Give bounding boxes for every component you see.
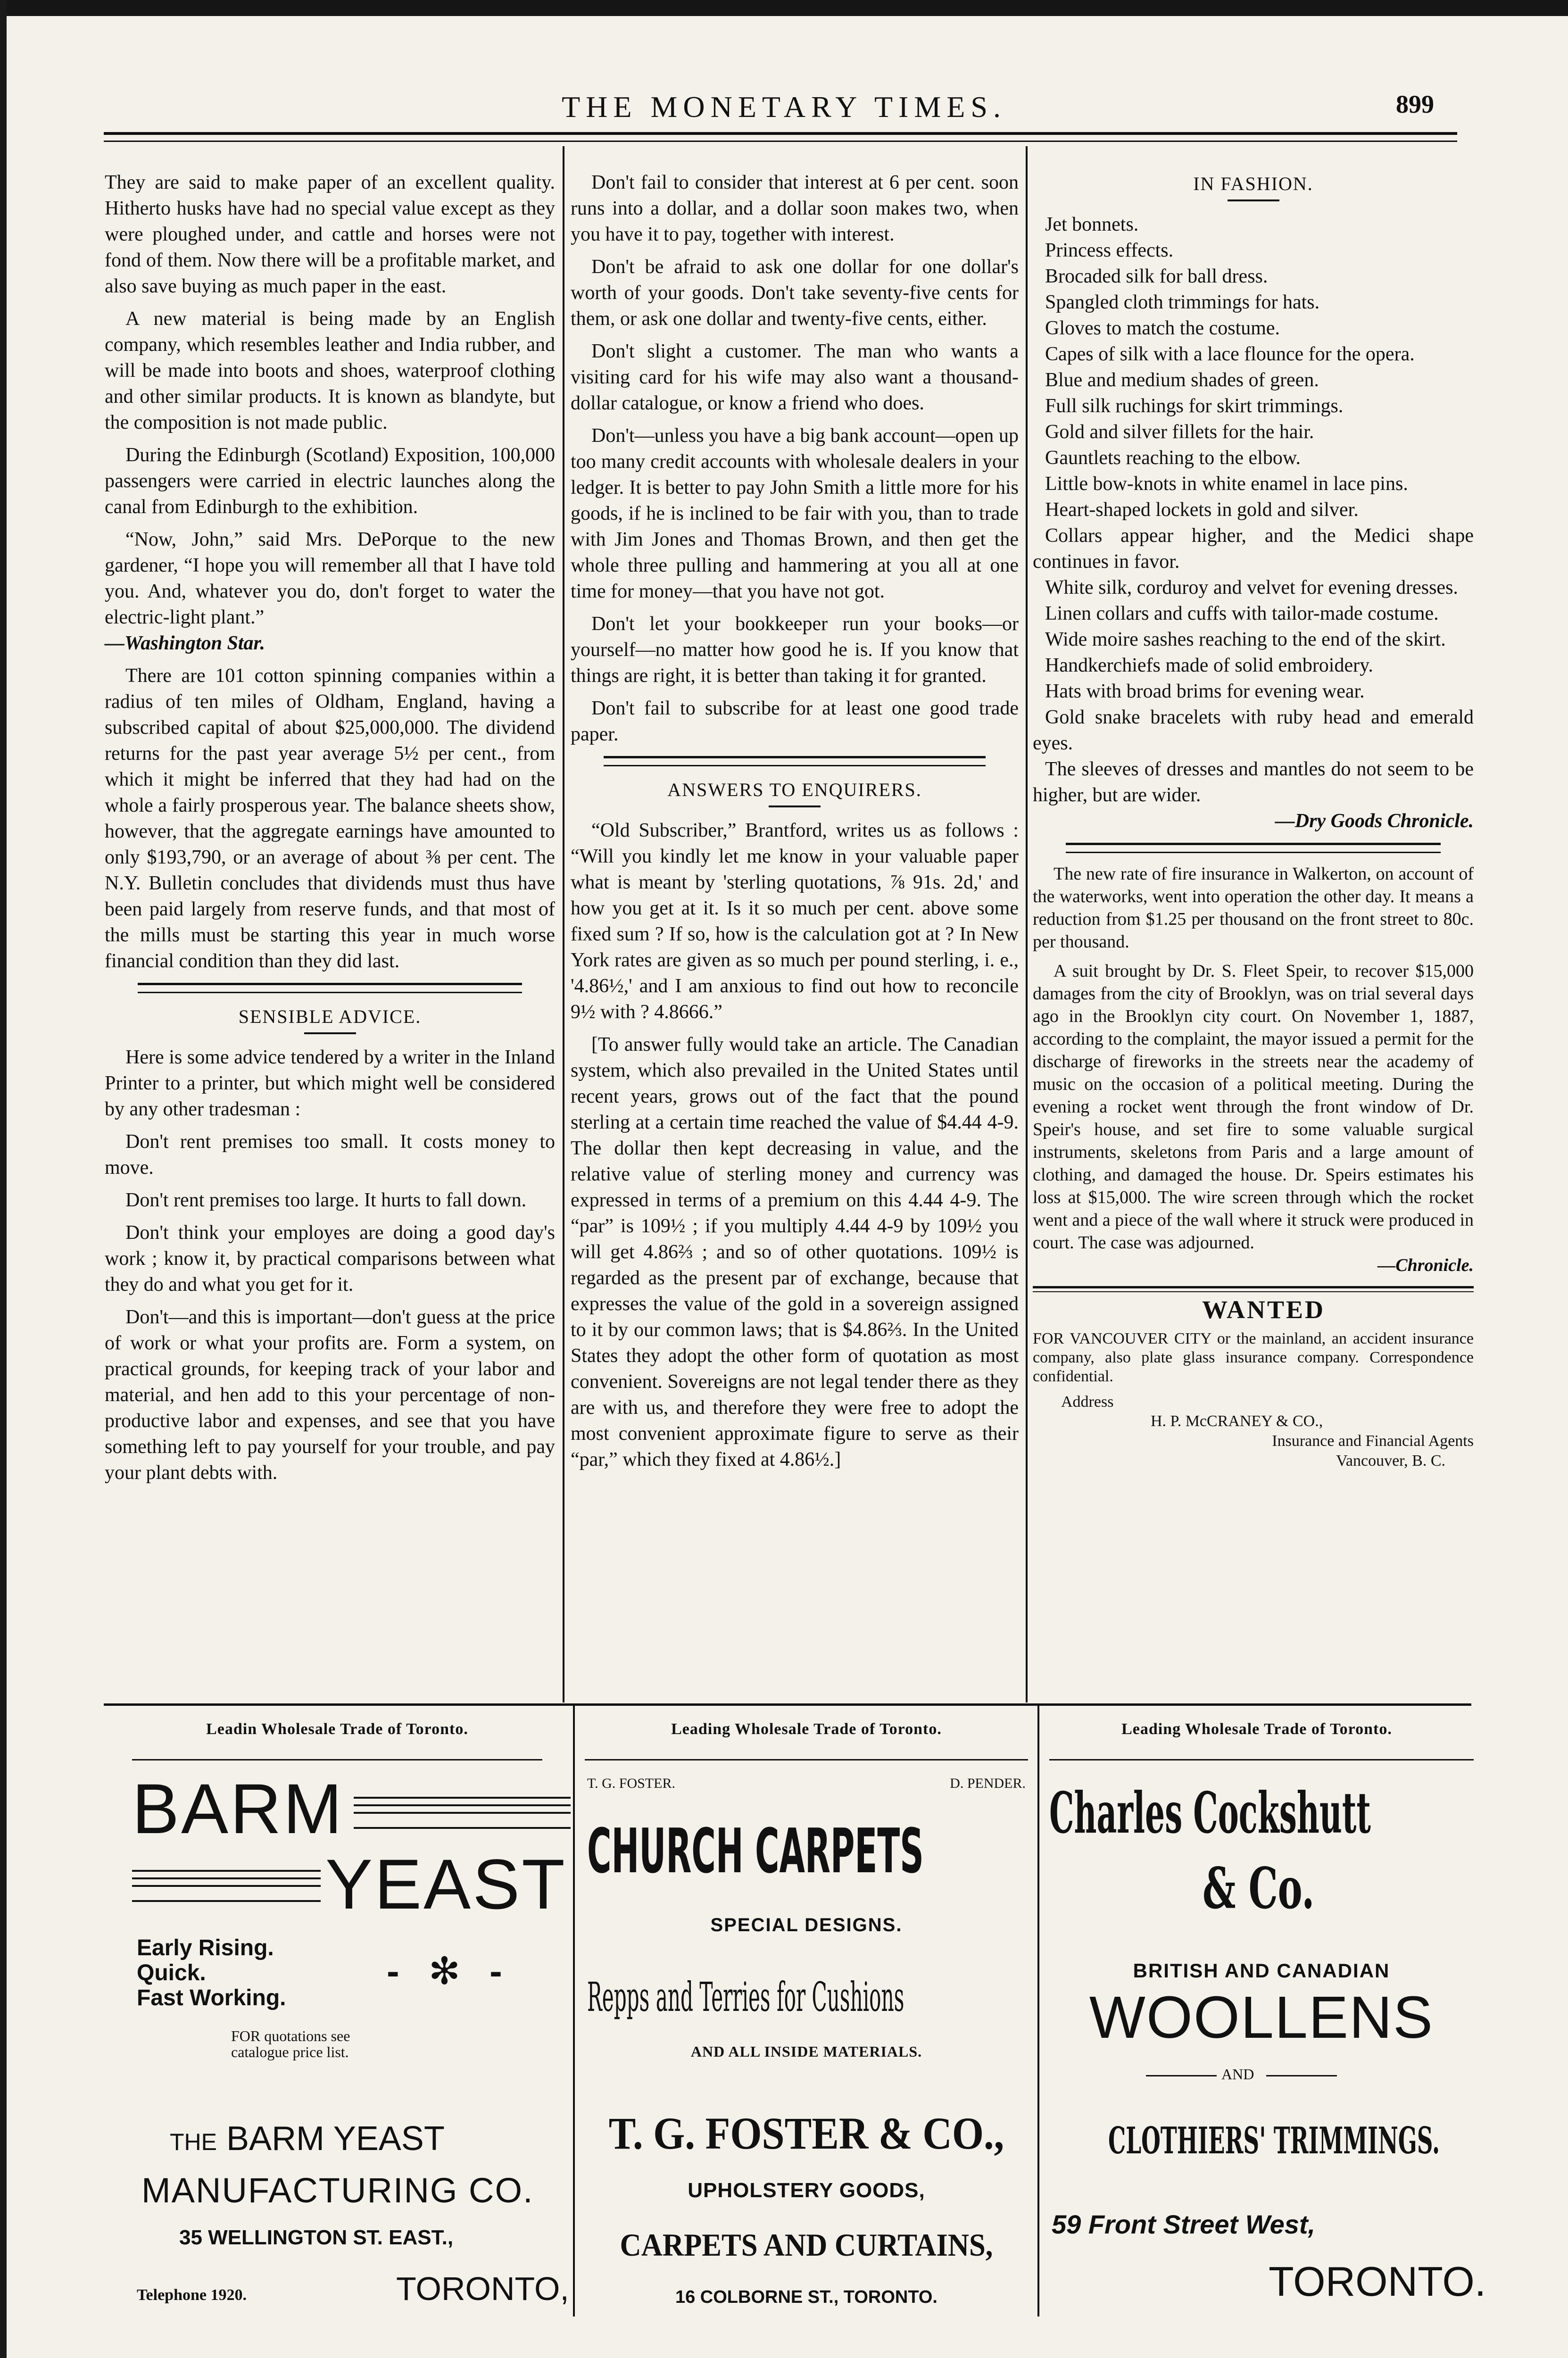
ad-header-rule-1 xyxy=(132,1759,542,1760)
cockshutt-name: Charles Cockshutt xyxy=(1049,1780,1371,1846)
ads-divider-1 xyxy=(573,1703,575,2316)
and-rule-left xyxy=(1146,2075,1217,2076)
article-paragraph: Don't rent premises too large. It hurts to fall down. xyxy=(125,1189,527,1211)
wanted-address-label: Address xyxy=(1061,1393,1114,1411)
barm-address: 35 WELLINGTON ST. EAST., xyxy=(179,2226,454,2249)
article-paragraph: “Old Subscriber,” Brantford, writes us as follows : “Will you kindly let me know in your valuable paper what is meant by 'sterling quotations, ⅞ 91s. 2d,' and how you get at it. Is it so much per cent. above some fixed sum ? If so, how is the calculation got at ? In New York rates are given as so much per pound sterling, i. e., '4.86½,' and I am anxious to find out how to reconcile 9½ with ? 4.8666.” xyxy=(571,820,1019,1023)
ad-header-2: Leading Wholesale Trade of Toronto. xyxy=(671,1720,942,1738)
list-item: Princess effects. xyxy=(1045,240,1174,261)
list-item: White silk, corduroy and velvet for evening dresses. xyxy=(1045,577,1458,598)
article-paragraph: Don't—and this is important—don't guess at the price of work or what your profits are. Form a system, on practical grounds, for keeping track of your labor and material, and hen add to this your percentage of non-productive labor and expenses, and see that you have something left to pay yourself for your trouble, and pay your plant debts with. xyxy=(105,1306,555,1484)
foster-right-name: D. PENDER. xyxy=(950,1776,1026,1791)
list-item: The sleeves of dresses and mantles do not seem to be higher, but are wider. xyxy=(1033,758,1474,806)
ad-header-rule-2 xyxy=(585,1759,1028,1760)
list-item: Full silk ruchings for skirt trimmings. xyxy=(1045,395,1344,417)
foster-sub-3: UPHOLSTERY GOODS, xyxy=(688,2179,925,2202)
cockshutt-woollens: WOOLLENS xyxy=(1089,1984,1434,2051)
ad-header-3: Leading Wholesale Trade of Toronto. xyxy=(1121,1720,1392,1738)
list-item: Wide moire sashes reaching to the end of the skirt. xyxy=(1045,629,1446,650)
section-double-rule xyxy=(1066,843,1441,853)
barm-phone: Telephone 1920. xyxy=(137,2286,247,2304)
article-paragraph: Don't—unless you have a big bank account—open up too many credit accounts with wholesale dealers in your ledger. It is better to pay John Smith a little more for his goods, if he is inclined to be fair with you, than to trade with Jim Jones and Thomas Brown, and then get the whole three pulling and hammering at you all at one time for money—that you have not got. xyxy=(571,425,1019,602)
article-paragraph: The new rate of fire insurance in Walkerton, on account of the waterworks, went into operation the other day. It means a reduction from $1.25 per thousand on the front street to 80c. per thousand. xyxy=(1033,864,1474,952)
wanted-role: Insurance and Financial Agents xyxy=(1272,1432,1474,1450)
barm-lines xyxy=(354,1797,571,1829)
barm-name: BARM YEAST xyxy=(226,2120,445,2158)
section-double-rule xyxy=(604,756,986,766)
section-heading: SENSIBLE ADVICE. xyxy=(238,1006,422,1027)
foster-line-2: Repps and Terries for Cushions xyxy=(587,1974,904,2021)
barm-quote: FOR quotations see catalogue price list. xyxy=(231,2027,350,2060)
list-item: Gold snake bracelets with ruby head and emerald eyes. xyxy=(1033,706,1474,754)
wanted-name: H. P. McCRANEY & CO., xyxy=(1151,1412,1323,1430)
article-source: —Chronicle. xyxy=(1377,1255,1474,1275)
article-paragraph: A suit brought by Dr. S. Fleet Speir, to recover $15,000 damages from the city of Brooklyn, was on trial several days ago in the Brooklyn city court. On November 1, 1887, according to the complaint, the mayor issued a permit for the discharge of fireworks in the streets near the academy of music on the occasion of a political meeting. During the evening a rocket went through the front window of Dr. Speir's house, and set fire to some valuable surgical instruments, skeletons from Paris and a large amount of clothing, and damaged the house. Dr. Speirs estimates his loss at $15,000. The wire screen through which the rocket went and a piece of the wall where it struck were produced in court. The case was adjourned. xyxy=(1033,961,1474,1253)
list-item: Jet bonnets. xyxy=(1045,214,1139,235)
list-item: Gloves to match the costume. xyxy=(1045,317,1280,339)
column-2 xyxy=(571,170,1019,1479)
article-paragraph: There are 101 cotton spinning companies within a radius of ten miles of Oldham, England, having a subscribed capital of about $25,000,000. The dividend returns for the past year average 5½ per cent., from which it might be inferred that they had had on the whole a fairly prosperous year. The balance sheets show, however, that the aggregate earnings have amounted to only $193,790, or an average of about ⅜ per cent. The N.Y. Bulletin concludes that dividends must thus have been paid largely from reserve funds, and that most of the mills must be starting this year in much worse financial condition than they did last. xyxy=(105,665,555,972)
cockshutt-address: 59 Front Street West, xyxy=(1052,2209,1316,2239)
article-paragraph: Don't be afraid to ask one dollar for one dollar's worth of your goods. Don't take seventy-five cents for them, or ask one dollar and twenty-five cents, either. xyxy=(571,256,1019,330)
barm-name-line-1 xyxy=(170,2120,445,2161)
masthead-title: THE MONETARY TIMES. xyxy=(562,90,1006,124)
foster-left-name: T. G. FOSTER. xyxy=(587,1776,675,1791)
column-divider-1 xyxy=(563,146,564,1702)
article-paragraph: During the Edinburgh (Scotland) Exposition, 100,000 passengers were carried in electric launches along the canal from Edinburgh to the exhibition. xyxy=(105,444,555,518)
section-heading: ANSWERS TO ENQUIRERS. xyxy=(667,779,922,800)
ads-top-rule xyxy=(104,1703,1471,1706)
column-3 xyxy=(1033,160,1474,1471)
wanted-rule-thick xyxy=(1033,1286,1474,1288)
ads-divider-2 xyxy=(1037,1703,1039,2316)
fashion-source: —Dry Goods Chronicle. xyxy=(1275,810,1474,832)
article-paragraph: Don't slight a customer. The man who wants a visiting card for his wife may also want a thousand-dollar catalogue, or know a friend who does. xyxy=(571,340,1019,414)
cockshutt-and: AND xyxy=(1221,2066,1254,2083)
list-item: Handkerchiefs made of solid embroidery. xyxy=(1045,655,1373,676)
foster-address: 16 COLBORNE ST., TORONTO. xyxy=(675,2287,937,2307)
column-divider-2 xyxy=(1026,146,1028,1702)
section-heading: IN FASHION. xyxy=(1193,173,1313,194)
article-paragraph: Don't fail to consider that interest at 6 per cent. soon runs into a dollar, and a dollar soon makes two, when you have it to pay, together with interest. xyxy=(571,172,1019,245)
barm-name-line-2: MANUFACTURING CO. xyxy=(141,2171,534,2210)
list-item: Brocaded silk for ball dress. xyxy=(1045,266,1268,287)
heading-short-rule xyxy=(304,1032,356,1034)
list-item: Spangled cloth trimmings for hats. xyxy=(1045,291,1320,313)
barm-yeast-ad xyxy=(132,1769,571,2316)
wanted-place: Vancouver, B. C. xyxy=(1336,1452,1445,1470)
foster-sub-1: SPECIAL DESIGNS. xyxy=(710,1915,903,1935)
foster-line-3: CARPETS AND CURTAINS, xyxy=(620,2227,993,2263)
article-paragraph: Don't think your employes are doing a good day's work ; know it, by practical comparisons between what they do and what you get for it. xyxy=(105,1222,555,1295)
barm-city: TORONTO, xyxy=(396,2270,569,2307)
foster-sub-2: AND ALL INSIDE MATERIALS. xyxy=(690,2043,922,2060)
article-paragraph: Don't rent premises too small. It costs money to move. xyxy=(105,1131,555,1179)
cockshutt-ad xyxy=(1047,1773,1486,2316)
masthead-rule-thin xyxy=(104,141,1457,142)
list-item: Hats with broad brims for evening wear. xyxy=(1045,681,1365,702)
list-item: Linen collars and cuffs with tailor-made costume. xyxy=(1045,603,1439,624)
list-item: Gold and silver fillets for the hair. xyxy=(1045,421,1314,443)
yeast-word: YEAST xyxy=(325,1844,567,1924)
masthead-rule-thick xyxy=(104,132,1457,135)
barm-the: THE xyxy=(170,2129,217,2155)
cockshutt-trimmings: CLOTHIERS' TRIMMINGS. xyxy=(1108,2119,1440,2162)
article-paragraph: [To answer fully would take an article. The Canadian system, which also prevailed in the United States until recent years, grows out of the fact that the pound sterling at a certain time reached the value of $4.44 4-9. The dollar then kept decreasing in value, and the relative value of sterling money and currency was expressed in terms of a premium on this 4.44 4-9. The “par” is 109½ ; if you multiply 4.44 4-9 by 109½ you will get 4.86⅔ ; and so of other quotations. 109½ is regarded as the present par of exchange, because that expresses the value of the gold in a sovereign assigned to it by our common laws; that is $4.86⅔. In the United States they adopt the other form of quotation as most convenient. Sovereigns are not legal tender there as they are with us, and therefore they were free to adopt the most convenient approximate figure to serve as their “par,” which they fixed at 4.86½.] xyxy=(571,1034,1019,1470)
heading-short-rule xyxy=(769,805,821,807)
list-item: Collars appear higher, and the Medici shape continues in favor. xyxy=(1033,525,1474,573)
asterisk-ornament-icon: - ✻ - xyxy=(387,1950,512,1992)
list-item: Little bow-knots in white enamel in lace pins. xyxy=(1045,473,1408,495)
barm-tag-3: Fast Working. xyxy=(137,1985,286,2010)
cockshutt-co: & Co. xyxy=(1203,1855,1315,1922)
cockshutt-sub-1: BRITISH AND CANADIAN xyxy=(1133,1959,1390,1982)
wanted-title: WANTED xyxy=(1202,1295,1326,1324)
article-paragraph: They are said to make paper of an excellent quality. Hitherto husks have had no special value except as they were ploughed under, and cattle and horses were not fond of them. Now there will be a profitable market, and also save buying as much paper in the east. xyxy=(105,172,555,297)
barm-tag-2: Quick. xyxy=(137,1960,206,1985)
page-number: 899 xyxy=(1396,90,1434,118)
barm-tag-1: Early Rising. xyxy=(137,1935,274,1960)
foster-ad xyxy=(582,1773,1030,2316)
list-item: Capes of silk with a lace flounce for the opera. xyxy=(1045,343,1415,365)
ad-header-1: Leadin Wholesale Trade of Toronto. xyxy=(206,1720,468,1738)
article-paragraph: A new material is being made by an English company, which resembles leather and India rubber, and will be made into boots and shoes, waterproof clothing and other similar products. It is known as blandyte, but the composition is not made public. xyxy=(105,308,555,433)
column-1 xyxy=(105,170,555,1493)
section-double-rule xyxy=(138,983,522,993)
foster-firm: T. G. FOSTER & CO., xyxy=(608,2108,1004,2159)
ad-header-rule-3 xyxy=(1049,1759,1474,1760)
quote-source: —Washington Star. xyxy=(105,632,265,654)
yeast-lines xyxy=(132,1870,321,1902)
wanted-rule-thin xyxy=(1033,1291,1474,1292)
article-paragraph: Here is some advice tendered by a writer in the Inland Printer to a printer, but which might well be considered by any other tradesman : xyxy=(105,1046,555,1120)
list-item: Gauntlets reaching to the elbow. xyxy=(1045,447,1301,469)
list-item: Blue and medium shades of green. xyxy=(1045,369,1319,391)
article-paragraph xyxy=(105,527,555,631)
wanted-body: FOR VANCOUVER CITY or the mainland, an accident insurance company, also plate glass insurance company. Correspondence confidential. xyxy=(1033,1330,1474,1385)
foster-headline: CHURCH CARPETS xyxy=(587,1815,924,1887)
list-item: Heart-shaped lockets in gold and silver. xyxy=(1045,499,1359,521)
and-rule-right xyxy=(1266,2075,1337,2076)
barm-word: BARM xyxy=(132,1769,344,1848)
scan-top-edge xyxy=(0,0,1568,16)
article-paragraph: Don't fail to subscribe for at least one good trade paper. xyxy=(571,697,1019,745)
heading-short-rule xyxy=(1228,199,1279,201)
quote-text: “Now, John,” said Mrs. DePorque to the new gardener, “I hope you will remember all that I have told you. And, whatever you do, don't forget to water the electric-light plant.” xyxy=(105,529,555,628)
fashion-list xyxy=(1033,212,1474,808)
scan-left-edge xyxy=(0,0,7,2358)
cockshutt-city: TORONTO. xyxy=(1269,2258,1486,2305)
article-paragraph: Don't let your bookkeeper run your books—or yourself—no matter how good he is. If you know that things are right, it is better than taking it for granted. xyxy=(571,613,1019,687)
